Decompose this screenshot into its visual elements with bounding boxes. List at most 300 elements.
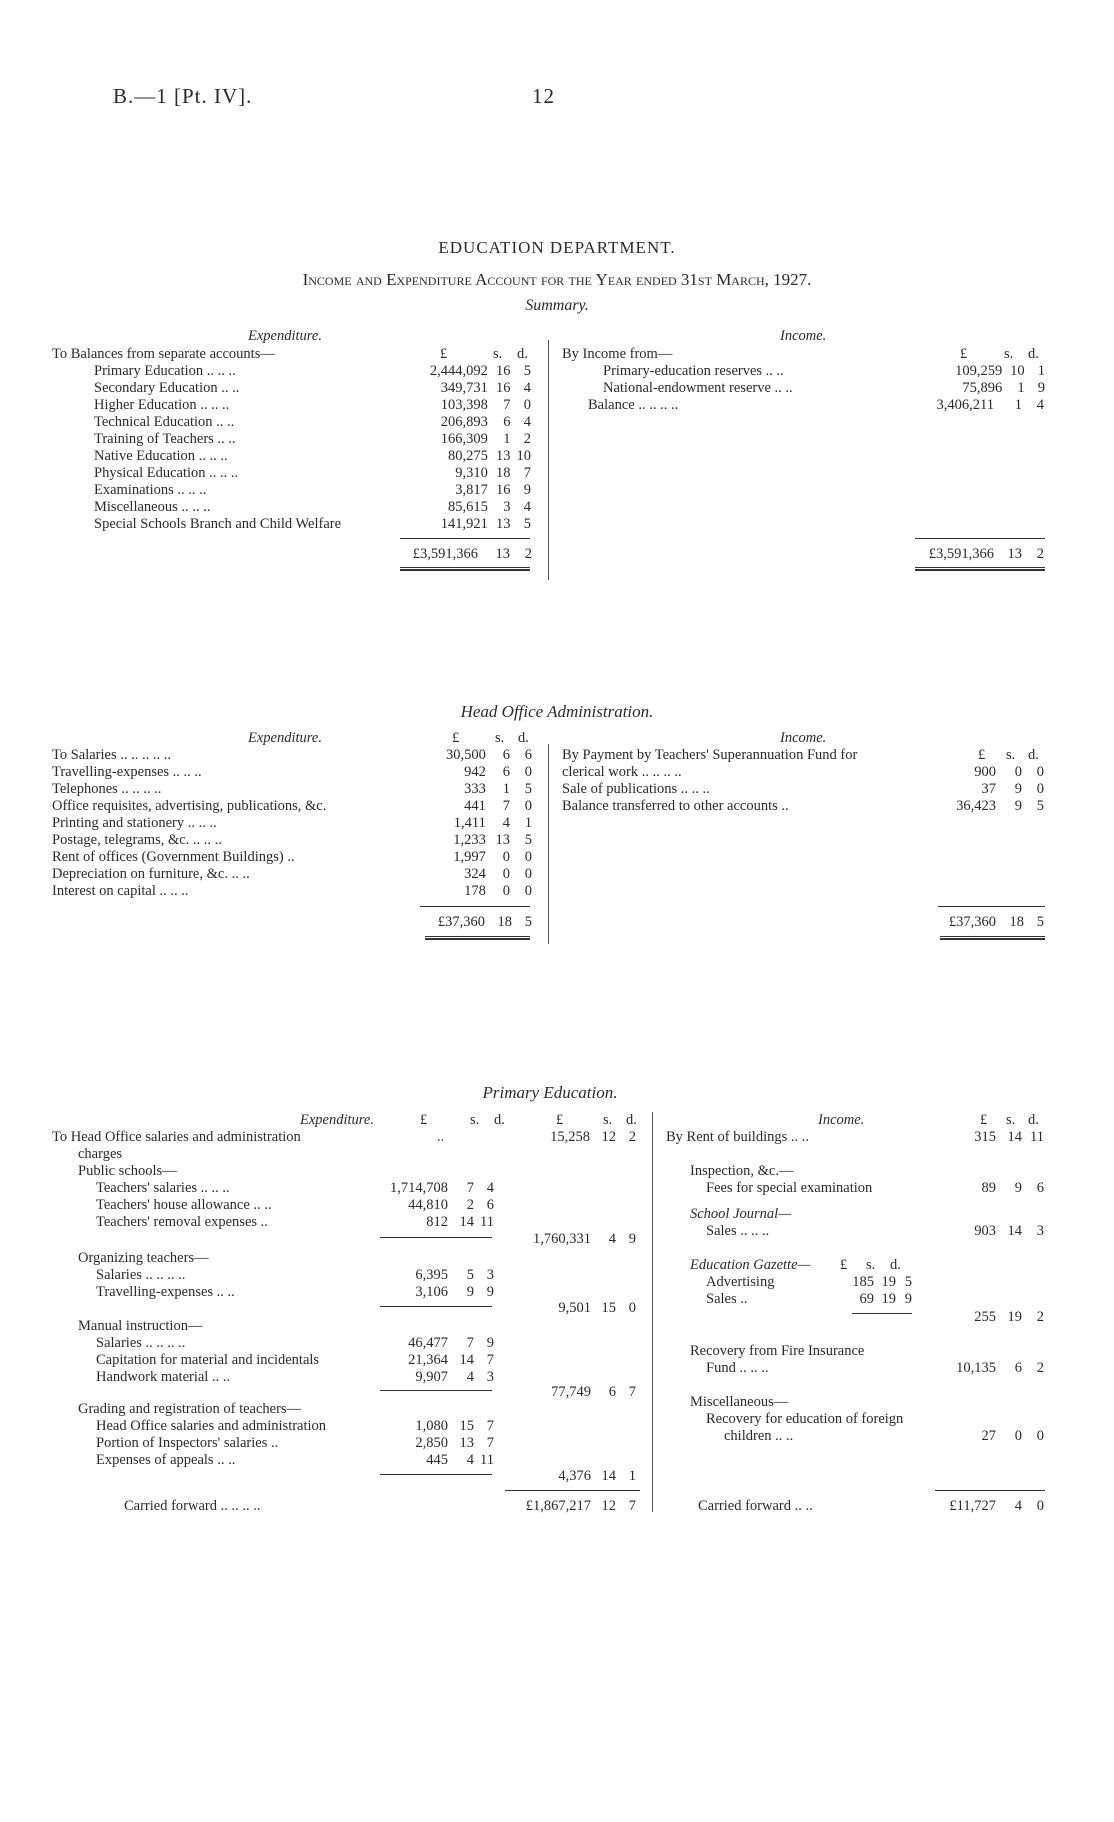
pr-house-allowance-label: Teachers' house allowance .. .. [96,1197,272,1213]
pr-teachers-salaries-pounds: 1,714,708 [390,1180,448,1196]
pr-cur1-s: s. [470,1112,480,1128]
pr-gz-total-pounds: 255 [974,1309,996,1325]
summary-exp-total-s: 13 [495,546,510,562]
summary-inc-row [603,380,1045,397]
ho-exp-label: Telephones .. .. .. .. [52,781,162,797]
pr-exp-cf-label: Carried forward .. .. .. .. [124,1498,261,1514]
pr-misc: Miscellaneous— [690,1394,789,1410]
pr-teachers-salaries-pence: 4 [486,1180,494,1196]
pr-man-salaries-pence: 9 [486,1335,494,1351]
page-number: 12 [532,84,555,108]
ho-exp-row [52,849,532,866]
summary-inc-label: Primary-education reserves .. .. [603,363,784,379]
pr-gr-head-pounds: 1,080 [415,1418,448,1434]
summary-exp-pence: 9 [523,482,531,498]
pr-gz-total-pence: 2 [1036,1309,1044,1325]
summary-exp-shillings: 13 [495,516,511,532]
ho-exp-total: £37,360 [437,914,485,930]
summary-exp-label: Expenditure. [248,328,322,344]
pr-sj-sales-shillings: 14 [1007,1223,1022,1239]
pr-sj-sales-pence: 3 [1036,1223,1044,1239]
summary-exp-label: Special Schools Branch and Child Welfare [94,516,342,532]
ho-exp-rule [420,906,530,907]
ho-exp-shillings: 13 [495,832,510,848]
pr-public-rule [380,1237,492,1238]
pr-inspection: Inspection, &c.— [690,1163,794,1179]
summary-exp-row [94,499,531,516]
summary-exp-rule [400,538,530,539]
summary-exp-total-d: 2 [524,546,532,562]
pr-org-total-pence: 0 [628,1300,636,1316]
page-ref: B.—1 [Pt. IV]. [113,84,253,108]
head-office-inc-label: Income. [780,730,827,746]
summary-inc-balance-s: 1 [1014,397,1022,413]
ho-exp-pounds: 333 [464,781,486,797]
pr-inc-cf-rule [935,1490,1045,1491]
pr-ho-dots: .. [437,1129,445,1145]
summary-exp-shillings: 3 [503,499,511,515]
summary-exp-pounds: 141,921 [440,516,488,532]
pr-fire: Recovery from Fire Insurance [690,1343,865,1359]
summary-exp-table [94,363,531,533]
pr-cf-rule [505,1490,640,1491]
pr-ho-s: 12 [601,1129,616,1145]
pr-teachers-salaries-shillings: 7 [466,1180,474,1196]
summary-exp-row [94,465,531,482]
ho-inc-row [562,781,1044,798]
summary-exp-total: £3,591,366 [412,546,478,562]
head-office-divider [548,744,549,944]
pr-cur1-l: £ [420,1112,428,1128]
head-office-exp-label: Expenditure. [248,730,322,746]
head-office-inc-table [562,747,1044,815]
summary-exp-shillings: 7 [503,397,511,413]
summary-inc-shillings: 1 [1017,380,1025,396]
ho-inc-pounds [934,747,996,764]
ho-exp-pounds: 30,500 [446,747,486,763]
primary-heading: Primary Education. [482,1083,618,1102]
pr-gr-total-pence: 1 [628,1468,636,1484]
ho-exp-row [52,815,532,832]
pr-gr-inspectors-pence: 7 [486,1435,494,1451]
summary-exp-intro: To Balances from separate accounts— [52,346,275,362]
pr-house-allowance-pounds: 44,810 [408,1197,448,1213]
summary-currency-l: £ [440,346,448,362]
pr-misc2-pounds: 27 [981,1428,996,1444]
pr-inc-cf-label: Carried forward .. .. [698,1498,813,1514]
ho-inc-row [562,798,1044,815]
ho-exp-pence: 0 [524,883,532,899]
summary-exp-shillings: 13 [495,448,511,464]
summary-inc-shillings: 10 [1010,363,1025,379]
pr-gz-rule [852,1313,912,1314]
pr-ho-line2: charges [78,1146,123,1162]
primary-exp-label: Expenditure. [300,1112,374,1128]
pr-man-capitation-label: Capitation for material and incidentals [96,1352,320,1368]
pr-organizing: Organizing teachers— [78,1250,209,1266]
summary-exp-pounds: 85,615 [448,499,488,515]
summary-inc-double-rule [915,567,1045,571]
summary-inc-pounds: 109,259 [955,363,1003,379]
summary-exp-shillings: 1 [503,431,511,447]
ho-inc-pence [1022,747,1044,764]
summary-inc-row [603,363,1045,380]
pr-man-handwork-pence: 3 [486,1369,494,1385]
pr-inc-cf-pounds: £11,727 [949,1498,996,1514]
pr-gz-cur-l: £ [840,1257,848,1273]
pr-public-schools: Public schools— [78,1163,177,1179]
summary-heading: Summary. [525,297,589,314]
ho-exp-pounds: 1,411 [453,815,486,831]
ho-exp-shillings: 7 [502,798,510,814]
pr-exp-cf-pounds: £1,867,217 [525,1498,591,1514]
ho-inc-currency-s: s. [1006,747,1016,763]
summary-exp-label: Training of Teachers .. .. [94,431,236,447]
pr-org-travel-pounds: 3,106 [415,1284,448,1300]
pr-gz-adv-pounds: 185 [852,1274,874,1290]
ho-exp-row [52,832,532,849]
pr-org-salaries-label: Salaries .. .. .. .. [96,1267,186,1283]
summary-exp-pence: 4 [523,499,531,515]
pr-inc-cur-l: £ [980,1112,988,1128]
summary-exp-label: Native Education .. .. .. [94,448,228,464]
pr-teachers-salaries-label: Teachers' salaries .. .. .. [96,1180,230,1196]
pr-fees-pence: 6 [1036,1180,1044,1196]
summary-exp-pence: 10 [516,448,531,464]
summary-inc-currency-l: £ [960,346,968,362]
pr-gz-sales-label: Sales .. [706,1291,748,1307]
ho-exp-pence: 0 [524,866,532,882]
pr-removal-expenses-label: Teachers' removal expenses .. [96,1214,268,1230]
pr-misc2-pence: 0 [1036,1428,1044,1444]
pr-ho-d: 2 [628,1129,636,1145]
summary-inc-rule [915,538,1045,539]
summary-exp-row [94,414,531,431]
pr-org-travel-label: Travelling-expenses .. .. [96,1284,235,1300]
ho-currency-l: £ [452,730,460,746]
ho-inc-label: Balance transferred to other accounts .. [562,798,789,814]
ho-exp-label: Interest on capital .. .. .. [52,883,189,899]
ho-exp-row [52,781,532,798]
ho-exp-shillings: 6 [502,764,510,780]
summary-inc-total-d: 2 [1036,546,1044,562]
pr-fees-label: Fees for special examination [706,1180,873,1196]
pr-gr-inspectors-pounds: 2,850 [415,1435,448,1451]
pr-gr-inspectors-label: Portion of Inspectors' salaries .. [96,1435,279,1451]
ho-exp-label: Printing and stationery .. .. .. [52,815,217,831]
ho-exp-pounds: 178 [464,883,486,899]
pr-fire2-shillings: 6 [1014,1360,1022,1376]
pr-ho-line: To Head Office salaries and administration [52,1129,301,1145]
ho-inc-double-rule [940,936,1045,940]
ho-exp-label: To Salaries .. .. .. .. .. [52,747,171,763]
pr-org-rule [380,1306,492,1307]
ho-exp-pence: 5 [524,832,532,848]
summary-exp-row [94,431,531,448]
ho-exp-pence: 1 [524,815,532,831]
ho-inc-label: By Payment by Teachers' Superannuation Fund for [562,747,858,763]
summary-exp-label: Examinations .. .. .. [94,482,207,498]
pr-grading: Grading and registration of teachers— [78,1401,302,1417]
pr-fees-shillings: 9 [1014,1180,1022,1196]
pr-man-handwork-label: Handwork material .. .. [96,1369,231,1385]
ho-exp-shillings: 0 [502,866,510,882]
ho-inc-pounds: 900 [974,764,996,780]
summary-exp-shillings: 16 [495,363,511,379]
pr-gr-head-label: Head Office salaries and administration [96,1418,327,1434]
document-subtitle: Income and Expenditure Account for the Year ended 31st March, 1927. [302,270,812,289]
summary-inc-balance-l: 3,406,211 [936,397,994,413]
summary-exp-double-rule [400,567,530,571]
ho-inc-shillings: 0 [1014,764,1022,780]
pr-public-total-pence: 9 [628,1231,636,1247]
summary-exp-row [94,516,531,533]
ho-currency-d: d. [518,730,529,746]
ho-exp-pounds: 1,233 [453,832,486,848]
pr-misc2-shillings: 0 [1014,1428,1022,1444]
pr-fire2-pounds: 10,135 [956,1360,996,1376]
ho-exp-pounds: 1,997 [453,849,486,865]
pr-man-total-shillings: 6 [608,1384,616,1400]
pr-gr-appeals-pounds: 445 [426,1452,448,1468]
pr-man-capitation-shillings: 14 [459,1352,474,1368]
summary-exp-row [94,380,531,397]
ho-exp-pounds: 942 [464,764,486,780]
pr-man-handwork-shillings: 4 [466,1369,474,1385]
pr-sj-sales-label: Sales .. .. .. [706,1223,770,1239]
pr-removal-expenses-pence: 11 [480,1214,494,1230]
summary-exp-pounds: 3,817 [455,482,488,498]
ho-exp-pounds: 441 [464,798,486,814]
ho-inc-pence: 0 [1036,764,1044,780]
ho-inc-row [562,747,1044,764]
pr-gz-adv-label: Advertising [706,1274,775,1290]
summary-inc-intro: By Income from— [562,346,673,362]
ho-inc-shillings [996,747,1022,764]
pr-org-travel-pence: 9 [486,1284,494,1300]
pr-gz-sales-pounds: 69 [859,1291,874,1307]
summary-exp-pence: 5 [523,516,531,532]
ho-exp-pence: 0 [524,849,532,865]
summary-exp-shillings: 6 [503,414,511,430]
ho-exp-double-rule [425,936,530,940]
pr-cur2-d: d. [626,1112,637,1128]
ho-inc-total-s: 18 [1009,914,1024,930]
ho-exp-shillings: 6 [502,747,510,763]
summary-exp-pence: 0 [523,397,531,413]
pr-manual: Manual instruction— [78,1318,203,1334]
ho-exp-label: Travelling-expenses .. .. .. [52,764,202,780]
pr-cur1-d: d. [494,1112,505,1128]
summary-exp-pence: 4 [523,380,531,396]
pr-man-total-pence: 7 [628,1384,636,1400]
ho-inc-rule [938,906,1045,907]
pr-man-salaries-label: Salaries .. .. .. .. [96,1335,186,1351]
summary-inc-pence: 9 [1037,380,1045,396]
summary-exp-pounds: 206,893 [440,414,488,430]
summary-exp-row [94,448,531,465]
pr-rent-pence: 11 [1030,1129,1044,1145]
summary-inc-table [603,363,1045,397]
ho-exp-label: Depreciation on furniture, &c. .. .. [52,866,250,882]
pr-gz-cur-s: s. [866,1257,876,1273]
summary-inc-total-s: 13 [1007,546,1022,562]
summary-inc-currency-d: d. [1028,346,1039,362]
pr-gz-adv-pence: 5 [904,1274,912,1290]
pr-gr-appeals-shillings: 4 [466,1452,474,1468]
pr-gz-cur-d: d. [890,1257,901,1273]
pr-gr-appeals-pence: 11 [480,1452,494,1468]
ho-inc-pence: 0 [1036,781,1044,797]
pr-removal-expenses-pounds: 812 [426,1214,448,1230]
primary-inc-label: Income. [818,1112,865,1128]
summary-exp-shillings: 18 [495,465,511,481]
summary-inc-label: National-endowment reserve .. .. [603,380,793,396]
ho-inc-total-d: 5 [1036,914,1044,930]
ho-exp-shillings: 4 [502,815,510,831]
pr-gz-adv-shillings: 19 [881,1274,896,1290]
ho-exp-pence: 0 [524,764,532,780]
pr-man-rule [380,1390,492,1391]
ho-exp-shillings: 1 [502,781,510,797]
summary-inc-pounds: 75,896 [962,380,1003,396]
ho-inc-total: £37,360 [948,914,996,930]
ho-exp-pence: 6 [524,747,532,763]
summary-exp-label: Physical Education .. .. .. [94,465,239,481]
pr-ho-l: 15,258 [550,1129,590,1145]
pr-org-total-pounds: 9,501 [558,1300,591,1316]
ho-inc-shillings: 9 [1014,798,1022,814]
ho-exp-pence: 5 [524,781,532,797]
pr-man-handwork-pounds: 9,907 [415,1369,448,1385]
pr-cur2-l: £ [556,1112,564,1128]
summary-exp-label: Higher Education .. .. .. [94,397,230,413]
ho-inc-label: Sale of publications .. .. .. [562,781,710,797]
ho-exp-row [52,764,532,781]
pr-gr-inspectors-shillings: 13 [459,1435,474,1451]
ho-exp-row [52,883,532,900]
pr-rent-label: By Rent of buildings .. .. [666,1129,809,1145]
pr-misc1: Recovery for education of foreign [706,1411,904,1427]
pr-gz-total-shillings: 19 [1007,1309,1022,1325]
ho-exp-shillings: 0 [502,849,510,865]
pr-public-total-shillings: 4 [608,1231,616,1247]
pr-man-salaries-shillings: 7 [466,1335,474,1351]
pr-exp-cf-shillings: 12 [601,1498,616,1514]
ho-inc-label: clerical work .. .. .. .. [562,764,682,780]
ho-exp-row [52,798,532,815]
pr-gr-appeals-label: Expenses of appeals .. .. [96,1452,236,1468]
summary-inc-total: £3,591,366 [928,546,994,562]
pr-org-salaries-pence: 3 [486,1267,494,1283]
ho-inc-pounds: 37 [981,781,996,797]
pr-gr-total-pounds: 4,376 [558,1468,591,1484]
ho-exp-total-d: 5 [524,914,532,930]
pr-org-salaries-shillings: 5 [466,1267,474,1283]
pr-misc2-label: children .. .. [724,1428,794,1444]
summary-exp-pounds: 103,398 [440,397,488,413]
summary-exp-pence: 7 [523,465,531,481]
pr-gr-head-pence: 7 [486,1418,494,1434]
pr-fire2-label: Fund .. .. .. [706,1360,769,1376]
summary-inc-currency-s: s. [1004,346,1014,362]
pr-public-total-pounds: 1,760,331 [533,1231,591,1247]
pr-removal-expenses-shillings: 14 [459,1214,474,1230]
pr-org-salaries-pounds: 6,395 [415,1267,448,1283]
summary-exp-label: Technical Education .. .. [94,414,235,430]
pr-org-total-shillings: 15 [601,1300,616,1316]
summary-divider [548,340,549,580]
pr-man-capitation-pence: 7 [486,1352,494,1368]
pr-sj-sales-pounds: 903 [974,1223,996,1239]
pr-gr-rule [380,1474,492,1475]
summary-exp-pence: 4 [523,414,531,430]
ho-exp-label: Postage, telegrams, &c. .. .. .. [52,832,222,848]
pr-exp-cf-pence: 7 [628,1498,636,1514]
summary-inc-label: Income. [780,328,827,344]
pr-inc-cf-shillings: 4 [1014,1498,1022,1514]
pr-man-total-pounds: 77,749 [551,1384,591,1400]
document-title: EDUCATION DEPARTMENT. [438,238,676,257]
pr-gz-sales-pence: 9 [904,1291,912,1307]
summary-exp-row [94,397,531,414]
summary-inc-balance-label: Balance .. .. .. .. [588,397,679,413]
pr-rent-shillings: 14 [1007,1129,1022,1145]
summary-exp-label: Secondary Education .. .. [94,380,240,396]
ho-exp-pounds: 324 [464,866,486,882]
pr-gr-total-shillings: 14 [601,1468,616,1484]
summary-exp-pounds: 9,310 [455,465,488,481]
head-office-exp-table [52,747,532,900]
ho-exp-total-s: 18 [497,914,512,930]
summary-inc-pence: 1 [1037,363,1045,379]
summary-exp-pounds: 2,444,092 [429,363,488,379]
summary-exp-pence: 2 [523,431,531,447]
summary-exp-pounds: 349,731 [440,380,488,396]
pr-org-travel-shillings: 9 [466,1284,474,1300]
pr-man-salaries-pounds: 46,477 [408,1335,448,1351]
ho-inc-pence: 5 [1036,798,1044,814]
summary-exp-label: Primary Education .. .. .. [94,363,236,379]
pr-school-journal: School Journal— [690,1206,792,1222]
pr-inc-cf-pence: 0 [1036,1498,1044,1514]
ho-currency-s: s. [495,730,505,746]
head-office-heading: Head Office Administration. [460,702,654,721]
pr-cur2-s: s. [603,1112,613,1128]
summary-exp-shillings: 16 [495,482,511,498]
ho-inc-currency-d: d. [1028,747,1039,763]
pr-gazette: Education Gazette— [690,1257,811,1273]
pr-gz-sales-shillings: 19 [881,1291,896,1307]
summary-exp-row [94,482,531,499]
ho-exp-label: Office requisites, advertising, publications, &c. [52,798,327,814]
ho-exp-shillings: 0 [502,883,510,899]
pr-inc-cur-s: s. [1006,1112,1016,1128]
summary-exp-row [94,363,531,380]
summary-currency-s: s. [493,346,503,362]
summary-currency-d: d. [517,346,528,362]
summary-exp-shillings: 16 [495,380,511,396]
ho-exp-row [52,747,532,764]
pr-inc-cur-d: d. [1028,1112,1039,1128]
pr-gr-head-shillings: 15 [459,1418,474,1434]
ho-inc-currency-l: £ [978,747,986,763]
primary-divider [652,1112,653,1512]
ho-exp-row [52,866,532,883]
summary-inc-balance-d: 4 [1036,397,1044,413]
ho-exp-pence: 0 [524,798,532,814]
pr-rent-pounds: 315 [974,1129,996,1145]
